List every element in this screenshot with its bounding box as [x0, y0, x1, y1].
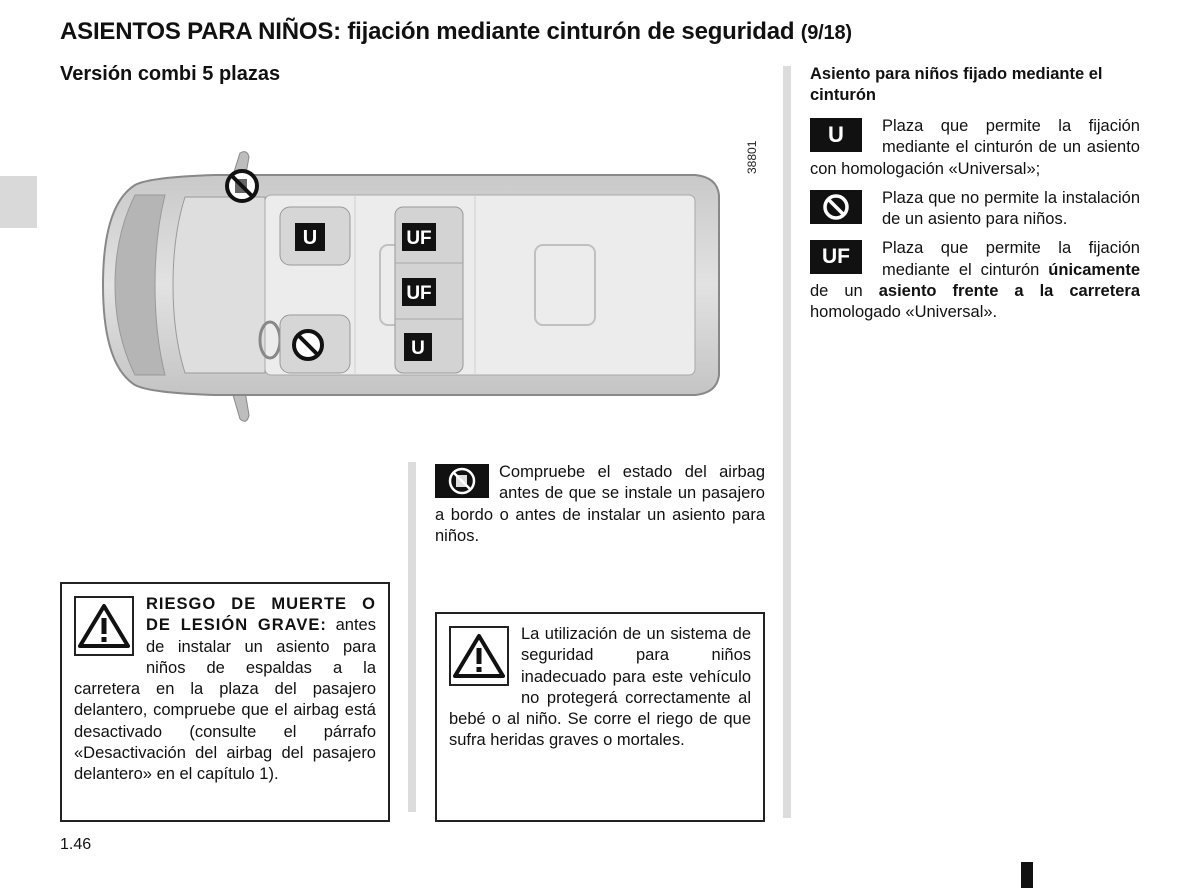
warning-box-inadequate-system — [435, 612, 765, 822]
seat-badge-rear-left — [404, 333, 432, 361]
legend-item-uf — [810, 238, 1140, 323]
column-divider — [408, 462, 416, 812]
legend-text: Plaza que no permite la instalación de un asiento para niños. — [882, 188, 1140, 229]
warning-1-text: antes de instalar un asiento para niños de espaldas a la carretera en la plaza del pasajero delantero, compruebe que el airbag está desactivado (consulte el párrafo «Desactivación del airbag del pasajero delantero» en el capítulo 1). — [74, 616, 376, 784]
airbag-check-icon — [435, 464, 489, 498]
airbag-note — [435, 462, 765, 547]
legend-item-u — [810, 116, 1140, 180]
seat-label: U — [411, 338, 425, 359]
legend-text-bold: únicamente — [1048, 260, 1140, 279]
page-number: 1.46 — [60, 836, 92, 853]
legend-column — [810, 64, 1140, 332]
legend-text-bold: asiento frente a la carretera — [878, 282, 1140, 301]
page-title-text: ASIENTOS PARA NIÑOS: fijación mediante cinturón de seguridad — [60, 18, 795, 45]
section-subtitle: Versión combi 5 plazas — [60, 63, 281, 85]
warning-triangle-icon — [74, 596, 134, 656]
warning-2-text: La utilización de un sistema de seguridad para niños inadecuado para este vehículo no protegerá correctamente al bebé o al niño. Se corre el riego de que sufra heridas graves o mortales. — [449, 625, 751, 750]
airbag-warning-icon — [227, 171, 257, 201]
seat-badge-rear-center — [402, 278, 436, 306]
uf-badge: UF — [810, 240, 862, 274]
warning-box-death-risk — [60, 582, 390, 822]
legend-text-part: Plaza que permite la fijación mediante el cinturón — [882, 239, 1140, 279]
u-badge: U — [810, 118, 862, 152]
seat-label: UF — [406, 228, 432, 249]
legend-text-part: de un — [810, 282, 879, 301]
page-title — [60, 18, 852, 46]
prohibited-icon — [294, 331, 322, 359]
prohibited-icon — [810, 190, 862, 224]
warning-triangle-icon — [449, 626, 509, 686]
page-ref: (9/18) — [800, 22, 852, 44]
column-divider — [783, 66, 791, 818]
legend-heading: Asiento para niños fijado mediante el cinturón — [810, 65, 1103, 104]
seat-badge-rear-right — [402, 223, 436, 251]
seat-badge-front-right — [295, 223, 325, 251]
chapter-tab — [0, 176, 37, 228]
van-seating-diagram — [95, 135, 765, 435]
legend-item-prohibited — [810, 188, 1140, 231]
figure-number: 38801 — [745, 140, 759, 174]
warning-1-heading: RIESGO DE MUERTE O DE LESIÓN GRAVE: — [146, 595, 376, 635]
seat-label: UF — [406, 283, 432, 304]
legend-text: Plaza que permite la fijación mediante el cinturón de un asiento con homologación «Universal»; — [810, 117, 1140, 178]
corner-mark — [1021, 862, 1033, 888]
airbag-note-text: Compruebe el estado del airbag antes de que se instale un pasajero a bordo o antes de instalar un asiento para niños. — [435, 463, 765, 545]
legend-text-part: homologado «Universal». — [810, 303, 998, 322]
seat-label: U — [302, 227, 318, 249]
